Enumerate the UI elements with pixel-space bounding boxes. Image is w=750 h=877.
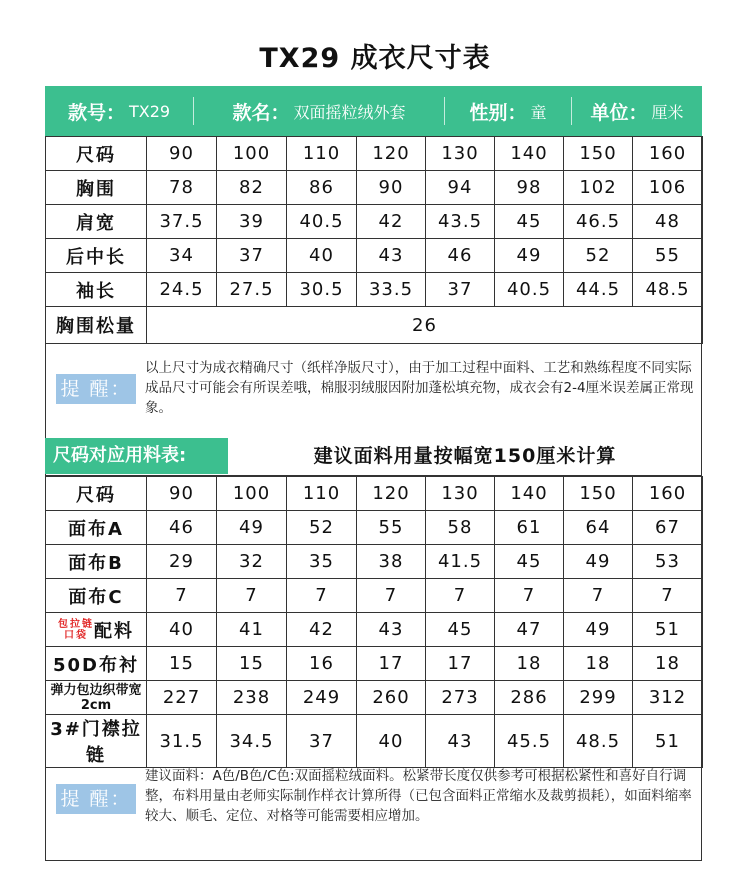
row-label-text: 配料 — [94, 620, 134, 642]
table-cell: 43 — [357, 239, 426, 273]
table-cell: 7 — [426, 579, 495, 613]
table-cell: 39 — [217, 205, 287, 239]
table-cell: 49 — [564, 545, 633, 579]
unit-label: 单位： — [590, 101, 648, 124]
table-cell: 24.5 — [147, 273, 217, 307]
table-cell: 17 — [426, 647, 495, 681]
table-cell: 46.5 — [564, 205, 633, 239]
table-cell: 17 — [357, 647, 426, 681]
ease-row — [46, 307, 703, 344]
table-row — [46, 613, 703, 647]
table-cell: 37 — [217, 239, 287, 273]
table-cell: 37.5 — [147, 205, 217, 239]
table-cell: 7 — [495, 579, 564, 613]
table-cell: 35 — [287, 545, 357, 579]
table-cell: 94 — [426, 171, 495, 205]
table-cell: 34 — [147, 239, 217, 273]
table-cell: 7 — [564, 579, 633, 613]
table-cell: 58 — [426, 511, 495, 545]
row-label: 后中长 — [46, 239, 147, 273]
unit-value: 厘米 — [651, 102, 684, 122]
accessory-tag-line1: 包拉链 — [58, 618, 94, 630]
table-row — [46, 477, 703, 511]
table-cell: 49 — [495, 239, 564, 273]
fabric-section-header — [45, 436, 702, 476]
table-cell: 47 — [495, 613, 564, 647]
table-cell: 16 — [287, 647, 357, 681]
row-label: 面布A — [46, 511, 147, 545]
reminder-box-1 — [45, 342, 702, 436]
table-cell: 49 — [564, 613, 633, 647]
table-cell: 43 — [426, 715, 495, 768]
table-row — [46, 681, 703, 715]
table-cell: 45 — [495, 205, 564, 239]
table-cell: 40 — [147, 613, 217, 647]
row-label: 袖长 — [46, 273, 147, 307]
accessory-tag-line2: 口袋 — [64, 629, 88, 641]
table-row — [46, 647, 703, 681]
table-cell: 227 — [147, 681, 217, 715]
page-title: TX29 成衣尺寸表 — [259, 43, 491, 74]
table-cell: 7 — [217, 579, 287, 613]
table-cell: 90 — [147, 477, 217, 511]
table-cell: 40.5 — [287, 205, 357, 239]
model-label: 款号： — [67, 101, 125, 124]
table-cell: 18 — [564, 647, 633, 681]
table-cell: 32 — [217, 545, 287, 579]
table-cell: 100 — [217, 137, 287, 171]
table-cell: 46 — [147, 511, 217, 545]
table-cell: 33.5 — [357, 273, 426, 307]
accessory-tag — [58, 619, 94, 641]
row-label: 尺码 — [46, 477, 147, 511]
table-cell: 31.5 — [147, 715, 217, 768]
table-cell: 45.5 — [495, 715, 564, 768]
row-label: 肩宽 — [46, 205, 147, 239]
name-label: 款名： — [232, 101, 290, 124]
table-cell: 130 — [426, 477, 495, 511]
row-label: 面布C — [46, 579, 147, 613]
ease-value: 26 — [147, 307, 703, 344]
table-cell: 98 — [495, 171, 564, 205]
table-cell: 15 — [147, 647, 217, 681]
table-cell: 90 — [357, 171, 426, 205]
product-header — [45, 86, 702, 136]
fabric-calc-note: 建议面料用量按幅宽150厘米计算 — [313, 445, 617, 467]
table-cell: 260 — [357, 681, 426, 715]
table-cell: 53 — [633, 545, 703, 579]
table-cell: 286 — [495, 681, 564, 715]
size-table — [45, 136, 703, 344]
row-label: 3#门襟拉链 — [46, 715, 147, 768]
table-cell: 7 — [633, 579, 703, 613]
table-cell: 61 — [495, 511, 564, 545]
model-value: TX29 — [128, 101, 171, 121]
table-cell: 41.5 — [426, 545, 495, 579]
row-label: 尺码 — [46, 137, 147, 171]
table-cell: 100 — [217, 477, 287, 511]
table-cell: 30.5 — [287, 273, 357, 307]
table-row — [46, 171, 703, 205]
table-cell: 51 — [633, 715, 703, 768]
table-row — [46, 579, 703, 613]
table-cell: 273 — [426, 681, 495, 715]
gender-cell — [445, 86, 571, 136]
table-cell: 52 — [564, 239, 633, 273]
table-cell: 102 — [564, 171, 633, 205]
table-cell: 299 — [564, 681, 633, 715]
table-cell: 45 — [426, 613, 495, 647]
table-cell: 41 — [217, 613, 287, 647]
table-cell: 312 — [633, 681, 703, 715]
table-cell: 110 — [287, 137, 357, 171]
table-cell: 130 — [426, 137, 495, 171]
table-row — [46, 273, 703, 307]
row-label: 胸围 — [46, 171, 147, 205]
table-cell: 42 — [287, 613, 357, 647]
table-cell: 7 — [147, 579, 217, 613]
table-cell: 82 — [217, 171, 287, 205]
row-label: 弹力包边织带宽2cm — [46, 681, 147, 715]
table-row — [46, 511, 703, 545]
table-cell: 48 — [633, 205, 703, 239]
table-cell: 18 — [495, 647, 564, 681]
table-cell: 34.5 — [217, 715, 287, 768]
table-cell: 160 — [633, 477, 703, 511]
table-cell: 78 — [147, 171, 217, 205]
table-cell: 40 — [357, 715, 426, 768]
table-cell: 160 — [633, 137, 703, 171]
table-cell: 150 — [564, 477, 633, 511]
gender-label: 性别： — [469, 101, 527, 124]
table-cell: 67 — [633, 511, 703, 545]
table-row — [46, 545, 703, 579]
table-cell: 40 — [287, 239, 357, 273]
table-cell: 64 — [564, 511, 633, 545]
table-cell: 7 — [357, 579, 426, 613]
table-row — [46, 205, 703, 239]
gender-value: 童 — [530, 102, 547, 122]
name-cell — [194, 86, 444, 136]
reminder-text: 建议面料：A色/B色/C色:双面摇粒绒面料。松紧带长度仅供参考可根据松紧性和喜好自行调整，布料用量由老师实际制作样衣计算所得（已包含面料正常缩水及裁剪损耗），如面料缩率较大、顺毛、定位、对格等可能需要相应增加。 — [145, 768, 692, 824]
table-cell: 42 — [357, 205, 426, 239]
table-cell: 106 — [633, 171, 703, 205]
table-cell: 18 — [633, 647, 703, 681]
table-cell: 120 — [357, 477, 426, 511]
table-cell: 48.5 — [564, 715, 633, 768]
model-cell — [45, 86, 193, 136]
table-cell: 27.5 — [217, 273, 287, 307]
table-cell: 38 — [357, 545, 426, 579]
table-cell: 43.5 — [426, 205, 495, 239]
table-cell: 29 — [147, 545, 217, 579]
name-value: 双面摇粒绒外套 — [293, 102, 406, 122]
row-label — [46, 613, 147, 647]
table-cell: 249 — [287, 681, 357, 715]
table-cell: 90 — [147, 137, 217, 171]
table-cell: 37 — [426, 273, 495, 307]
table-cell: 7 — [287, 579, 357, 613]
unit-cell — [572, 86, 702, 136]
row-label: 面布B — [46, 545, 147, 579]
table-cell: 120 — [357, 137, 426, 171]
fabric-table — [45, 476, 703, 768]
table-cell: 55 — [633, 239, 703, 273]
table-cell: 44.5 — [564, 273, 633, 307]
table-cell: 48.5 — [633, 273, 703, 307]
table-cell: 150 — [564, 137, 633, 171]
table-cell: 45 — [495, 545, 564, 579]
table-cell: 15 — [217, 647, 287, 681]
table-cell: 86 — [287, 171, 357, 205]
table-cell: 140 — [495, 477, 564, 511]
table-cell: 43 — [357, 613, 426, 647]
table-cell: 40.5 — [495, 273, 564, 307]
table-cell: 51 — [633, 613, 703, 647]
table-cell: 49 — [217, 511, 287, 545]
fabric-tab-label: 尺码对应用料表: — [45, 438, 228, 474]
table-cell: 55 — [357, 511, 426, 545]
reminder-box-2 — [45, 752, 702, 861]
reminder-text: 以上尺寸为成衣精确尺寸（纸样净版尺寸），由于加工过程中面料、工艺和熟练程度不同实际成品尺寸可能会有所误差哦，棉服羽绒服因附加蓬松填充物，成衣会有2-4厘米误差属正常现象。 — [145, 360, 694, 416]
table-cell: 140 — [495, 137, 564, 171]
table-row — [46, 239, 703, 273]
table-cell: 52 — [287, 511, 357, 545]
table-cell: 46 — [426, 239, 495, 273]
ease-label: 胸围松量 — [46, 307, 147, 344]
reminder-badge: 提 醒： — [56, 784, 136, 814]
table-cell: 37 — [287, 715, 357, 768]
reminder-badge: 提 醒： — [56, 374, 136, 404]
row-label: 50D布衬 — [46, 647, 147, 681]
table-cell: 238 — [217, 681, 287, 715]
table-row — [46, 137, 703, 171]
table-cell: 110 — [287, 477, 357, 511]
